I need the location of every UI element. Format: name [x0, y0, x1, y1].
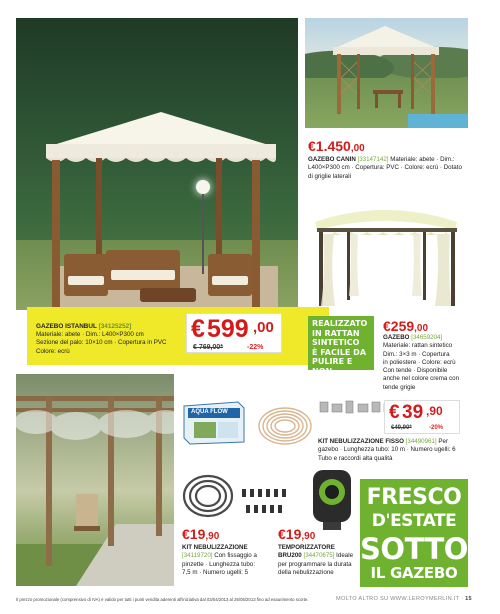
- price-currency: €: [308, 138, 316, 154]
- timer-description: [278, 544, 360, 577]
- footer-site: [336, 596, 472, 602]
- product-model: BRU200: [278, 552, 302, 560]
- product-desc: della nebulizzazione: [278, 568, 334, 576]
- discount-badge: -22%: [247, 344, 264, 351]
- hose-coil-drawing: [180, 470, 240, 522]
- price-currency: €: [278, 526, 286, 542]
- rattan-callout: [308, 316, 374, 386]
- kit-neb-price: [182, 526, 219, 544]
- price-main: 19: [285, 526, 302, 542]
- price-main: 599: [207, 315, 249, 343]
- callout-line: PULIRE E NON: [312, 357, 353, 376]
- clip-nozzles-photo: [240, 485, 300, 525]
- callout-line: IN RATTAN: [312, 328, 360, 338]
- discount-badge: -20%: [429, 425, 444, 431]
- price-cents: ,90: [205, 531, 220, 542]
- misting-scene: [16, 374, 174, 586]
- page-number: 15: [465, 596, 472, 602]
- product-code: [34490961]: [405, 438, 437, 445]
- product-desc: Materiale: rattan sintetico: [383, 342, 453, 350]
- rattan-gazebo-photo: [305, 200, 468, 312]
- rattan-armchair: [64, 254, 108, 296]
- product-code: [34659204]: [411, 334, 443, 341]
- canin-description: [308, 156, 468, 181]
- gazebo-post: [252, 160, 260, 310]
- product-code: [34125252]: [98, 323, 132, 330]
- product-desc: L400×P300 cm · Copertura: PVC · Colore: ecrù · Dotato: [308, 164, 462, 172]
- coffee-table: [140, 288, 196, 302]
- price-currency: €: [191, 315, 205, 343]
- product-desc: di grigliе laterali: [308, 172, 351, 180]
- callout-line: REALIZZATO: [312, 319, 368, 328]
- price-currency: €: [182, 526, 190, 542]
- garden-lamp: [196, 180, 210, 194]
- old-price: €49,90*: [391, 425, 412, 431]
- price-currency: €: [389, 402, 400, 423]
- armchair-cushion: [212, 276, 248, 285]
- product-name: KIT NEBULIZZAZIONE FISSO: [318, 438, 404, 445]
- timer-device-photo: [305, 468, 359, 532]
- price-currency: €: [383, 318, 391, 334]
- product-code: [34470675]: [303, 552, 335, 560]
- misting-gazebo-photo: [16, 374, 174, 586]
- promo-line: D'ESTATE: [371, 511, 457, 531]
- price-main: 1.450: [315, 138, 351, 154]
- product-name: TEMPORIZZATORE: [278, 544, 335, 551]
- kit-fisso-price-box: [384, 400, 460, 434]
- legal-disclaimer: Il prezzo promozionale (comprensivo di IVA) è valido per tutti i punti vendita aderenti all'iniziativa dal 03/04/2013 al 26/05/2013 fino ad esaurimento scorte.: [16, 597, 309, 602]
- canin-price: [308, 138, 365, 156]
- rattan-armchair: [208, 254, 252, 296]
- product-desc: in poliestere · Colore: ecrù: [383, 358, 456, 366]
- product-desc: tende grigie: [383, 383, 416, 391]
- kit-neb-description: [182, 544, 278, 577]
- hose-coil-photo: [180, 470, 240, 522]
- garden-lamp-pole: [202, 194, 204, 274]
- gazebo-post: [216, 158, 222, 258]
- tube-reel-drawing: [255, 400, 315, 450]
- rattan-gazebo-drawing: [305, 200, 468, 312]
- product-desc: gazebo · Lunghezza tubo: 10 m · Numero ugelli: 6: [318, 446, 456, 454]
- istanbul-title: [36, 323, 131, 330]
- callout-line: È FACILE DA: [312, 347, 367, 357]
- istanbul-gazebo-photo: [16, 18, 298, 310]
- website-link[interactable]: MOLTO ALTRO SU WWW.LEROYMERLIN.IT ·: [336, 596, 464, 602]
- summer-promo-box: [360, 479, 468, 587]
- price-main: 39: [402, 402, 424, 423]
- product-desc: Tubo e raccordi alta qualità: [318, 454, 393, 462]
- canin-gazebo-structure: [305, 18, 468, 128]
- promo-line: IL GAZEBO: [370, 564, 458, 582]
- price-cents: ,90: [301, 531, 316, 542]
- product-code: [33147142]: [357, 156, 389, 163]
- armchair-cushion: [68, 276, 104, 285]
- gazebo-post: [96, 158, 102, 258]
- sofa-cushion: [111, 270, 175, 280]
- canin-gazebo-photo: [305, 18, 468, 128]
- price-cents: ,00: [350, 143, 365, 154]
- kit-box-drawing: [180, 396, 246, 446]
- product-name: GAZEBO: [383, 334, 410, 341]
- product-desc: Dim.: 3×3 m · Copertura: [383, 350, 450, 358]
- price-cents: ,00: [414, 323, 429, 334]
- price-cents: ,90: [426, 404, 443, 418]
- timer-device-drawing: [305, 468, 359, 532]
- promo-line: FRESCO: [366, 485, 462, 510]
- product-desc: Materiale: abete · Dim.:: [390, 156, 455, 163]
- product-desc: Sezione del palo: 10×10 cm · Copertura in PVC: [36, 339, 167, 347]
- kit-box-brand: AQUA FLOW: [191, 409, 228, 415]
- product-desc: per programmare la durata: [278, 560, 352, 568]
- product-desc: anche nel colore crema con: [383, 375, 460, 383]
- istanbul-description: [36, 331, 204, 356]
- product-desc: 7,5 m · Numero ugelli: 5: [182, 568, 249, 576]
- callout-line: CREA MUFFE: [312, 376, 370, 386]
- tube-reel-photo: [255, 400, 315, 450]
- product-name: KIT NEBULIZZAZIONE: [182, 544, 248, 551]
- product-code: [34119720]: [182, 552, 213, 560]
- istanbul-promo-panel: [27, 307, 329, 365]
- product-desc: Colore: ecrù: [36, 347, 70, 355]
- price-main: 259: [390, 318, 415, 334]
- product-desc: Con tende · Disponibile: [383, 367, 448, 375]
- product-desc: Per: [438, 438, 449, 445]
- product-name: GAZEBO CANIN: [308, 156, 356, 163]
- promo-line: SOTTO: [360, 532, 468, 566]
- gazebo-description: [383, 334, 473, 392]
- kit-fisso-description: [318, 438, 470, 463]
- product-desc: Ideale: [336, 552, 354, 560]
- product-name: GAZEBO ISTANBUL: [36, 323, 97, 330]
- old-price: € 769,00*: [193, 344, 223, 351]
- product-desc: Con fissaggio a: [214, 552, 257, 560]
- price-main: 19: [189, 526, 206, 542]
- price-cents: ,00: [253, 319, 274, 336]
- aqua-flow-kit-box: [180, 396, 246, 446]
- product-desc: pinzette · Lunghezza tubo:: [182, 560, 255, 568]
- kit-fisso-price-tag: [384, 400, 460, 434]
- callout-line: SINTETICO: [312, 338, 360, 348]
- clip-nozzles-drawing: [240, 485, 300, 525]
- istanbul-price-tag: [186, 313, 282, 353]
- timer-price: [278, 526, 315, 544]
- gazebo-post: [52, 160, 60, 310]
- product-desc: Materiale: abete · Dim.: L400×P300 cm: [36, 331, 144, 338]
